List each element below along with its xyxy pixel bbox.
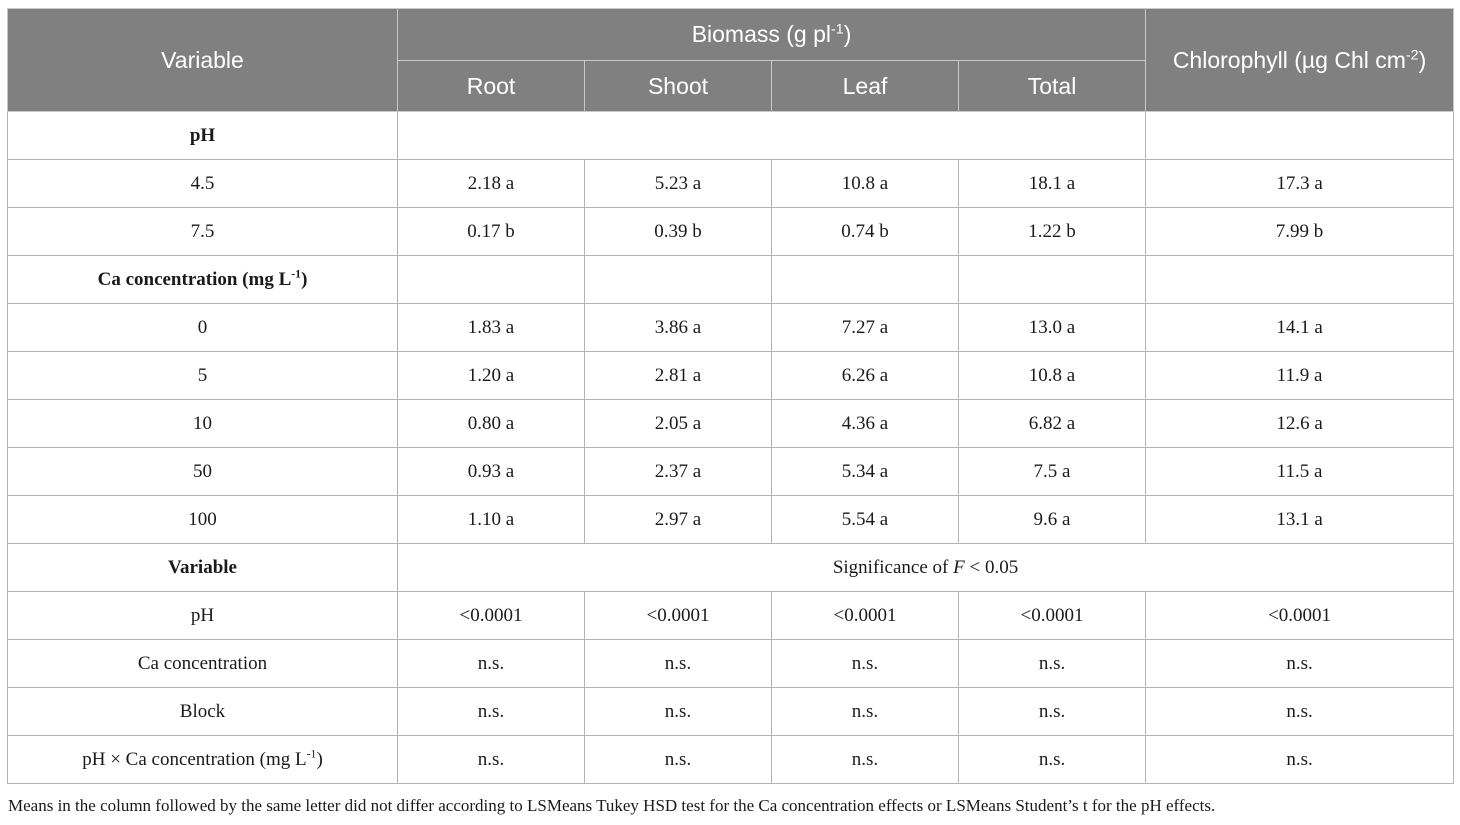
- section-row-ph: [8, 112, 1454, 160]
- section-row-ca: [8, 256, 1454, 304]
- cell-total: n.s.: [959, 688, 1146, 736]
- cell-shoot: 5.23 a: [585, 160, 772, 208]
- table-row: [8, 640, 1454, 688]
- cell-shoot: <0.0001: [585, 592, 772, 640]
- cell-leaf: n.s.: [772, 640, 959, 688]
- table-row: [8, 352, 1454, 400]
- empty-cell: [959, 256, 1146, 304]
- row-label: Ca concentration: [8, 640, 398, 688]
- cell-chlorophyll: 14.1 a: [1146, 304, 1454, 352]
- row-label: 5: [8, 352, 398, 400]
- section-label-variable: Variable: [8, 544, 398, 592]
- table-row: [8, 304, 1454, 352]
- table-row: [8, 496, 1454, 544]
- empty-cell: [1146, 256, 1454, 304]
- cell-leaf: 10.8 a: [772, 160, 959, 208]
- header-chlorophyll: Chlorophyll (µg Chl $cm^{-2}$): [1146, 9, 1454, 112]
- header-biomass: Biomass (g $pl^{-1}$): [398, 9, 1146, 61]
- cell-total: 18.1 a: [959, 160, 1146, 208]
- cell-root: 1.10 a: [398, 496, 585, 544]
- cell-chlorophyll: 7.99 b: [1146, 208, 1454, 256]
- cell-root: 0.80 a: [398, 400, 585, 448]
- cell-root: 1.20 a: [398, 352, 585, 400]
- cell-shoot: 2.37 a: [585, 448, 772, 496]
- table-row: [8, 736, 1454, 784]
- table-row: [8, 400, 1454, 448]
- cell-root: n.s.: [398, 736, 585, 784]
- cell-chlorophyll: 12.6 a: [1146, 400, 1454, 448]
- cell-shoot: 0.39 b: [585, 208, 772, 256]
- cell-root: <0.0001: [398, 592, 585, 640]
- row-label: 10: [8, 400, 398, 448]
- cell-chlorophyll: 17.3 a: [1146, 160, 1454, 208]
- table-row: [8, 160, 1454, 208]
- header-variable: Variable: [8, 9, 398, 112]
- results-table: [7, 8, 1454, 784]
- header-row-1: [8, 9, 1454, 61]
- cell-total: 7.5 a: [959, 448, 1146, 496]
- cell-leaf: n.s.: [772, 688, 959, 736]
- cell-root: n.s.: [398, 640, 585, 688]
- section-label-ph: pH: [8, 112, 398, 160]
- section-row-significance: [8, 544, 1454, 592]
- table-row: [8, 592, 1454, 640]
- row-label: pH: [8, 592, 398, 640]
- section-label-ca: Ca concentration (mg $L^{-1}$): [8, 256, 398, 304]
- cell-root: 1.83 a: [398, 304, 585, 352]
- cell-chlorophyll: 13.1 a: [1146, 496, 1454, 544]
- row-label: 100: [8, 496, 398, 544]
- cell-shoot: 2.81 a: [585, 352, 772, 400]
- cell-leaf: <0.0001: [772, 592, 959, 640]
- cell-leaf: 4.36 a: [772, 400, 959, 448]
- row-label: 50: [8, 448, 398, 496]
- cell-leaf: 5.54 a: [772, 496, 959, 544]
- empty-cell: [585, 256, 772, 304]
- empty-cell: [398, 256, 585, 304]
- row-label: 4.5: [8, 160, 398, 208]
- cell-total: 6.82 a: [959, 400, 1146, 448]
- row-label: Block: [8, 688, 398, 736]
- cell-chlorophyll: 11.5 a: [1146, 448, 1454, 496]
- cell-total: <0.0001: [959, 592, 1146, 640]
- cell-total: n.s.: [959, 736, 1146, 784]
- cell-chlorophyll: <0.0001: [1146, 592, 1454, 640]
- empty-cell: [398, 112, 1146, 160]
- empty-cell: [772, 256, 959, 304]
- cell-shoot: n.s.: [585, 688, 772, 736]
- cell-total: 9.6 a: [959, 496, 1146, 544]
- cell-total: 10.8 a: [959, 352, 1146, 400]
- cell-total: n.s.: [959, 640, 1146, 688]
- cell-shoot: 2.05 a: [585, 400, 772, 448]
- header-leaf: Leaf: [772, 61, 959, 112]
- table-footnote: Means in the column followed by the same letter did not differ according to LSMeans Tukey HSD test for the Ca concentration effects or LSMeans Student’s t for the pH effects.: [8, 796, 1216, 815]
- empty-cell: [1146, 112, 1454, 160]
- cell-leaf: 7.27 a: [772, 304, 959, 352]
- cell-total: 13.0 a: [959, 304, 1146, 352]
- header-root: Root: [398, 61, 585, 112]
- cell-total: 1.22 b: [959, 208, 1146, 256]
- cell-shoot: n.s.: [585, 640, 772, 688]
- cell-shoot: n.s.: [585, 736, 772, 784]
- significance-header: Significance of F < 0.05: [398, 544, 1454, 592]
- row-label: 0: [8, 304, 398, 352]
- header-total: Total: [959, 61, 1146, 112]
- cell-root: 2.18 a: [398, 160, 585, 208]
- cell-chlorophyll: n.s.: [1146, 640, 1454, 688]
- row-label: pH × Ca concentration (mg $L^{-1}$): [8, 736, 398, 784]
- cell-root: 0.17 b: [398, 208, 585, 256]
- table-row: [8, 688, 1454, 736]
- row-label: 7.5: [8, 208, 398, 256]
- header-shoot: Shoot: [585, 61, 772, 112]
- results-table-container: [7, 8, 1453, 784]
- cell-root: 0.93 a: [398, 448, 585, 496]
- cell-chlorophyll: n.s.: [1146, 736, 1454, 784]
- cell-chlorophyll: n.s.: [1146, 688, 1454, 736]
- cell-shoot: 2.97 a: [585, 496, 772, 544]
- table-row: [8, 208, 1454, 256]
- cell-leaf: 6.26 a: [772, 352, 959, 400]
- cell-leaf: 5.34 a: [772, 448, 959, 496]
- cell-leaf: 0.74 b: [772, 208, 959, 256]
- table-row: [8, 448, 1454, 496]
- cell-root: n.s.: [398, 688, 585, 736]
- cell-shoot: 3.86 a: [585, 304, 772, 352]
- cell-leaf: n.s.: [772, 736, 959, 784]
- cell-chlorophyll: 11.9 a: [1146, 352, 1454, 400]
